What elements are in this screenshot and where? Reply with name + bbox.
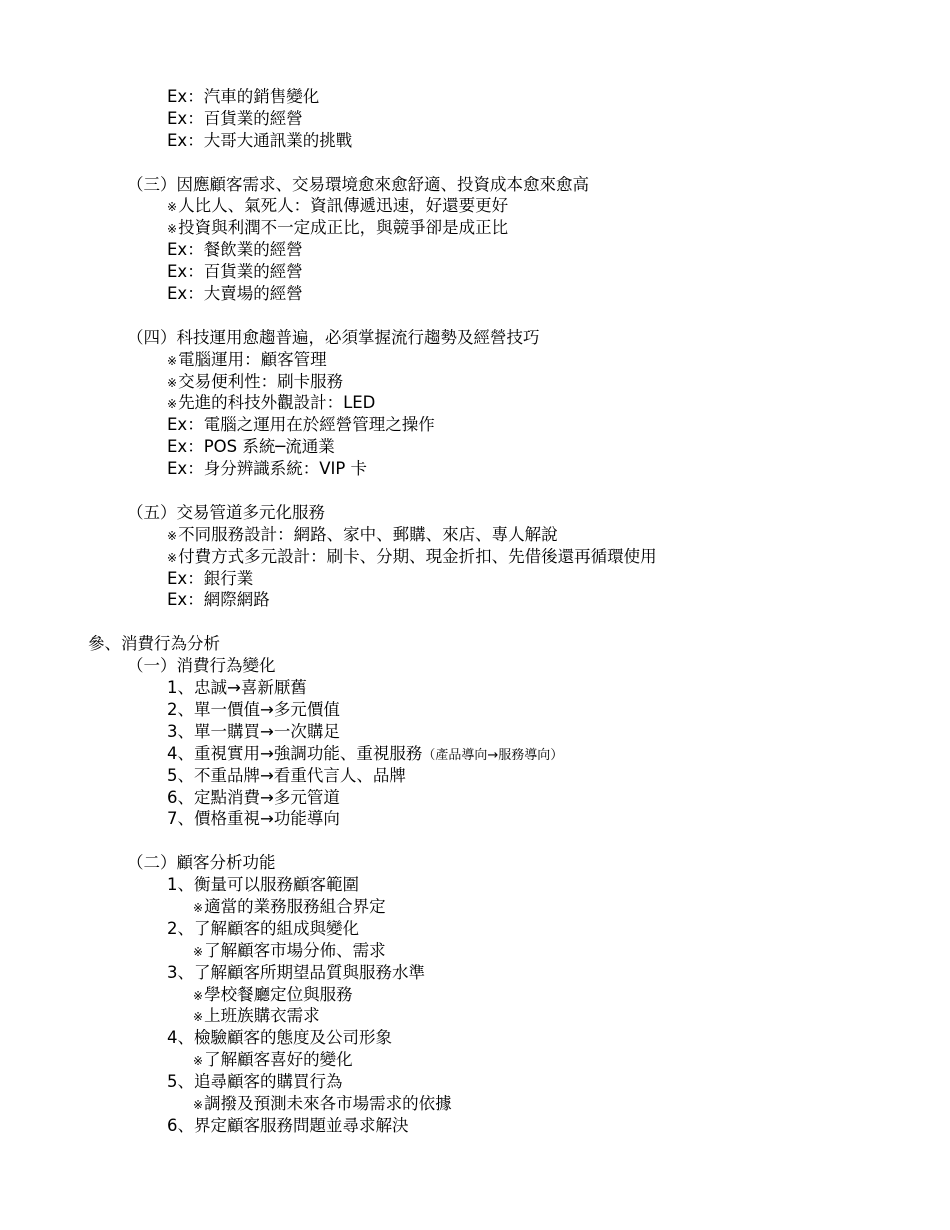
note-line [0,1093,950,1115]
list-item-text: 4、重視實用→強調功能、重視服務 [167,743,423,763]
note-text: 不同服務設計：網路、家中、郵購、來店、專人解說 [178,524,558,544]
note-line [0,392,950,414]
reference-mark-icon: ※ [193,1010,204,1025]
reference-mark-icon: ※ [193,900,204,915]
section-heading: （四）科技運用愈趨普遍，必須掌握流行趨勢及經營技巧 [127,327,540,347]
note-line [0,349,950,371]
note-line [0,984,950,1006]
note-text: 交易便利性：刷卡服務 [178,371,344,391]
note-line [0,371,950,393]
reference-mark-icon: ※ [167,550,178,565]
note-text: 付費方式多元設計：刷卡、分期、現金折扣、先借後還再循環使用 [178,546,657,566]
part-title: 參、消費行為分析 [88,634,220,654]
spacer [0,611,950,633]
example-line: Ex：餐飲業的經營 [167,240,303,260]
note-text: 人比人、氣死人：資訊傳遞迅速，好還要更好 [178,196,509,216]
note-line [0,217,950,239]
example-line: Ex：POS 系統─流通業 [167,437,335,457]
note-text: 投資與利潤不一定成正比，與競爭卻是成正比 [178,218,509,238]
note-text: 先進的科技外觀設計：LED [178,393,376,413]
reference-mark-icon: ※ [193,944,204,959]
section-heading: （五）交易管道多元化服務 [127,502,325,522]
reference-mark-icon: ※ [167,200,178,215]
example-line: Ex：汽車的銷售變化 [167,87,320,106]
section-heading: （二）顧客分析功能 [127,853,276,873]
list-item: 2、單一價值→多元價值 [167,699,340,719]
note-text: 了解顧客市場分佈、需求 [204,940,386,960]
example-line: Ex：網際網路 [167,590,270,610]
list-item: 3、單一購買→一次購足 [167,721,340,741]
list-item: 4、檢驗顧客的態度及公司形象 [167,1028,392,1048]
example-line: Ex：銀行業 [167,568,254,588]
note-line [0,546,950,568]
reference-mark-icon: ※ [193,1097,204,1112]
reference-mark-icon: ※ [167,397,178,412]
note-text: 學校餐廳定位與服務 [204,984,353,1004]
list-item-note: （產品導向→服務導向） [422,747,564,763]
spacer [0,152,950,174]
spacer [0,305,950,327]
list-item: 3、了解顧客所期望品質與服務水準 [167,962,425,982]
list-item: 5、追尋顧客的購買行為 [167,1072,343,1092]
reference-mark-icon: ※ [193,1054,204,1069]
note-text: 了解顧客喜好的變化 [204,1050,353,1070]
reference-mark-icon: ※ [167,375,178,390]
list-item [0,743,950,765]
list-item: 6、定點消費→多元管道 [167,787,340,807]
document-page [0,86,950,1137]
note-line [0,524,950,546]
reference-mark-icon: ※ [167,222,178,237]
example-line: Ex：大哥大通訊業的挑戰 [167,130,353,150]
note-line [0,940,950,962]
note-text: 上班族購衣需求 [204,1006,320,1026]
list-item: 6、界定顧客服務問題並尋求解決 [167,1115,409,1135]
list-item: 7、價格重視→功能導向 [167,809,340,829]
spacer [0,480,950,502]
list-item: 1、忠誠→喜新厭舊 [167,678,307,698]
note-text: 適當的業務服務組合界定 [204,896,386,916]
list-item: 1、衡量可以服務顧客範圍 [167,875,359,895]
list-item: 5、不重品牌→看重代言人、品牌 [167,765,406,785]
reference-mark-icon: ※ [193,988,204,1003]
section-heading: （三）因應顧客需求、交易環境愈來愈舒適、投資成本愈來愈高 [127,174,589,194]
example-line: Ex：電腦之運用在於經營管理之操作 [167,415,435,435]
note-line [0,1005,950,1027]
example-line: Ex：身分辨識系統：VIP 卡 [167,459,368,479]
spacer [0,830,950,852]
example-line: Ex：百貨業的經營 [167,262,303,282]
reference-mark-icon: ※ [167,528,178,543]
example-line: Ex：大賣場的經營 [167,284,303,304]
reference-mark-icon: ※ [167,353,178,368]
list-item: 2、了解顧客的組成與變化 [167,918,359,938]
section-heading: （一）消費行為變化 [127,656,276,676]
note-line [0,1049,950,1071]
example-line: Ex：百貨業的經營 [167,108,303,128]
note-text: 調撥及預測未來各市場需求的依據 [204,1093,452,1113]
note-line [0,195,950,217]
note-line [0,896,950,918]
note-text: 電腦運用：顧客管理 [178,349,327,369]
